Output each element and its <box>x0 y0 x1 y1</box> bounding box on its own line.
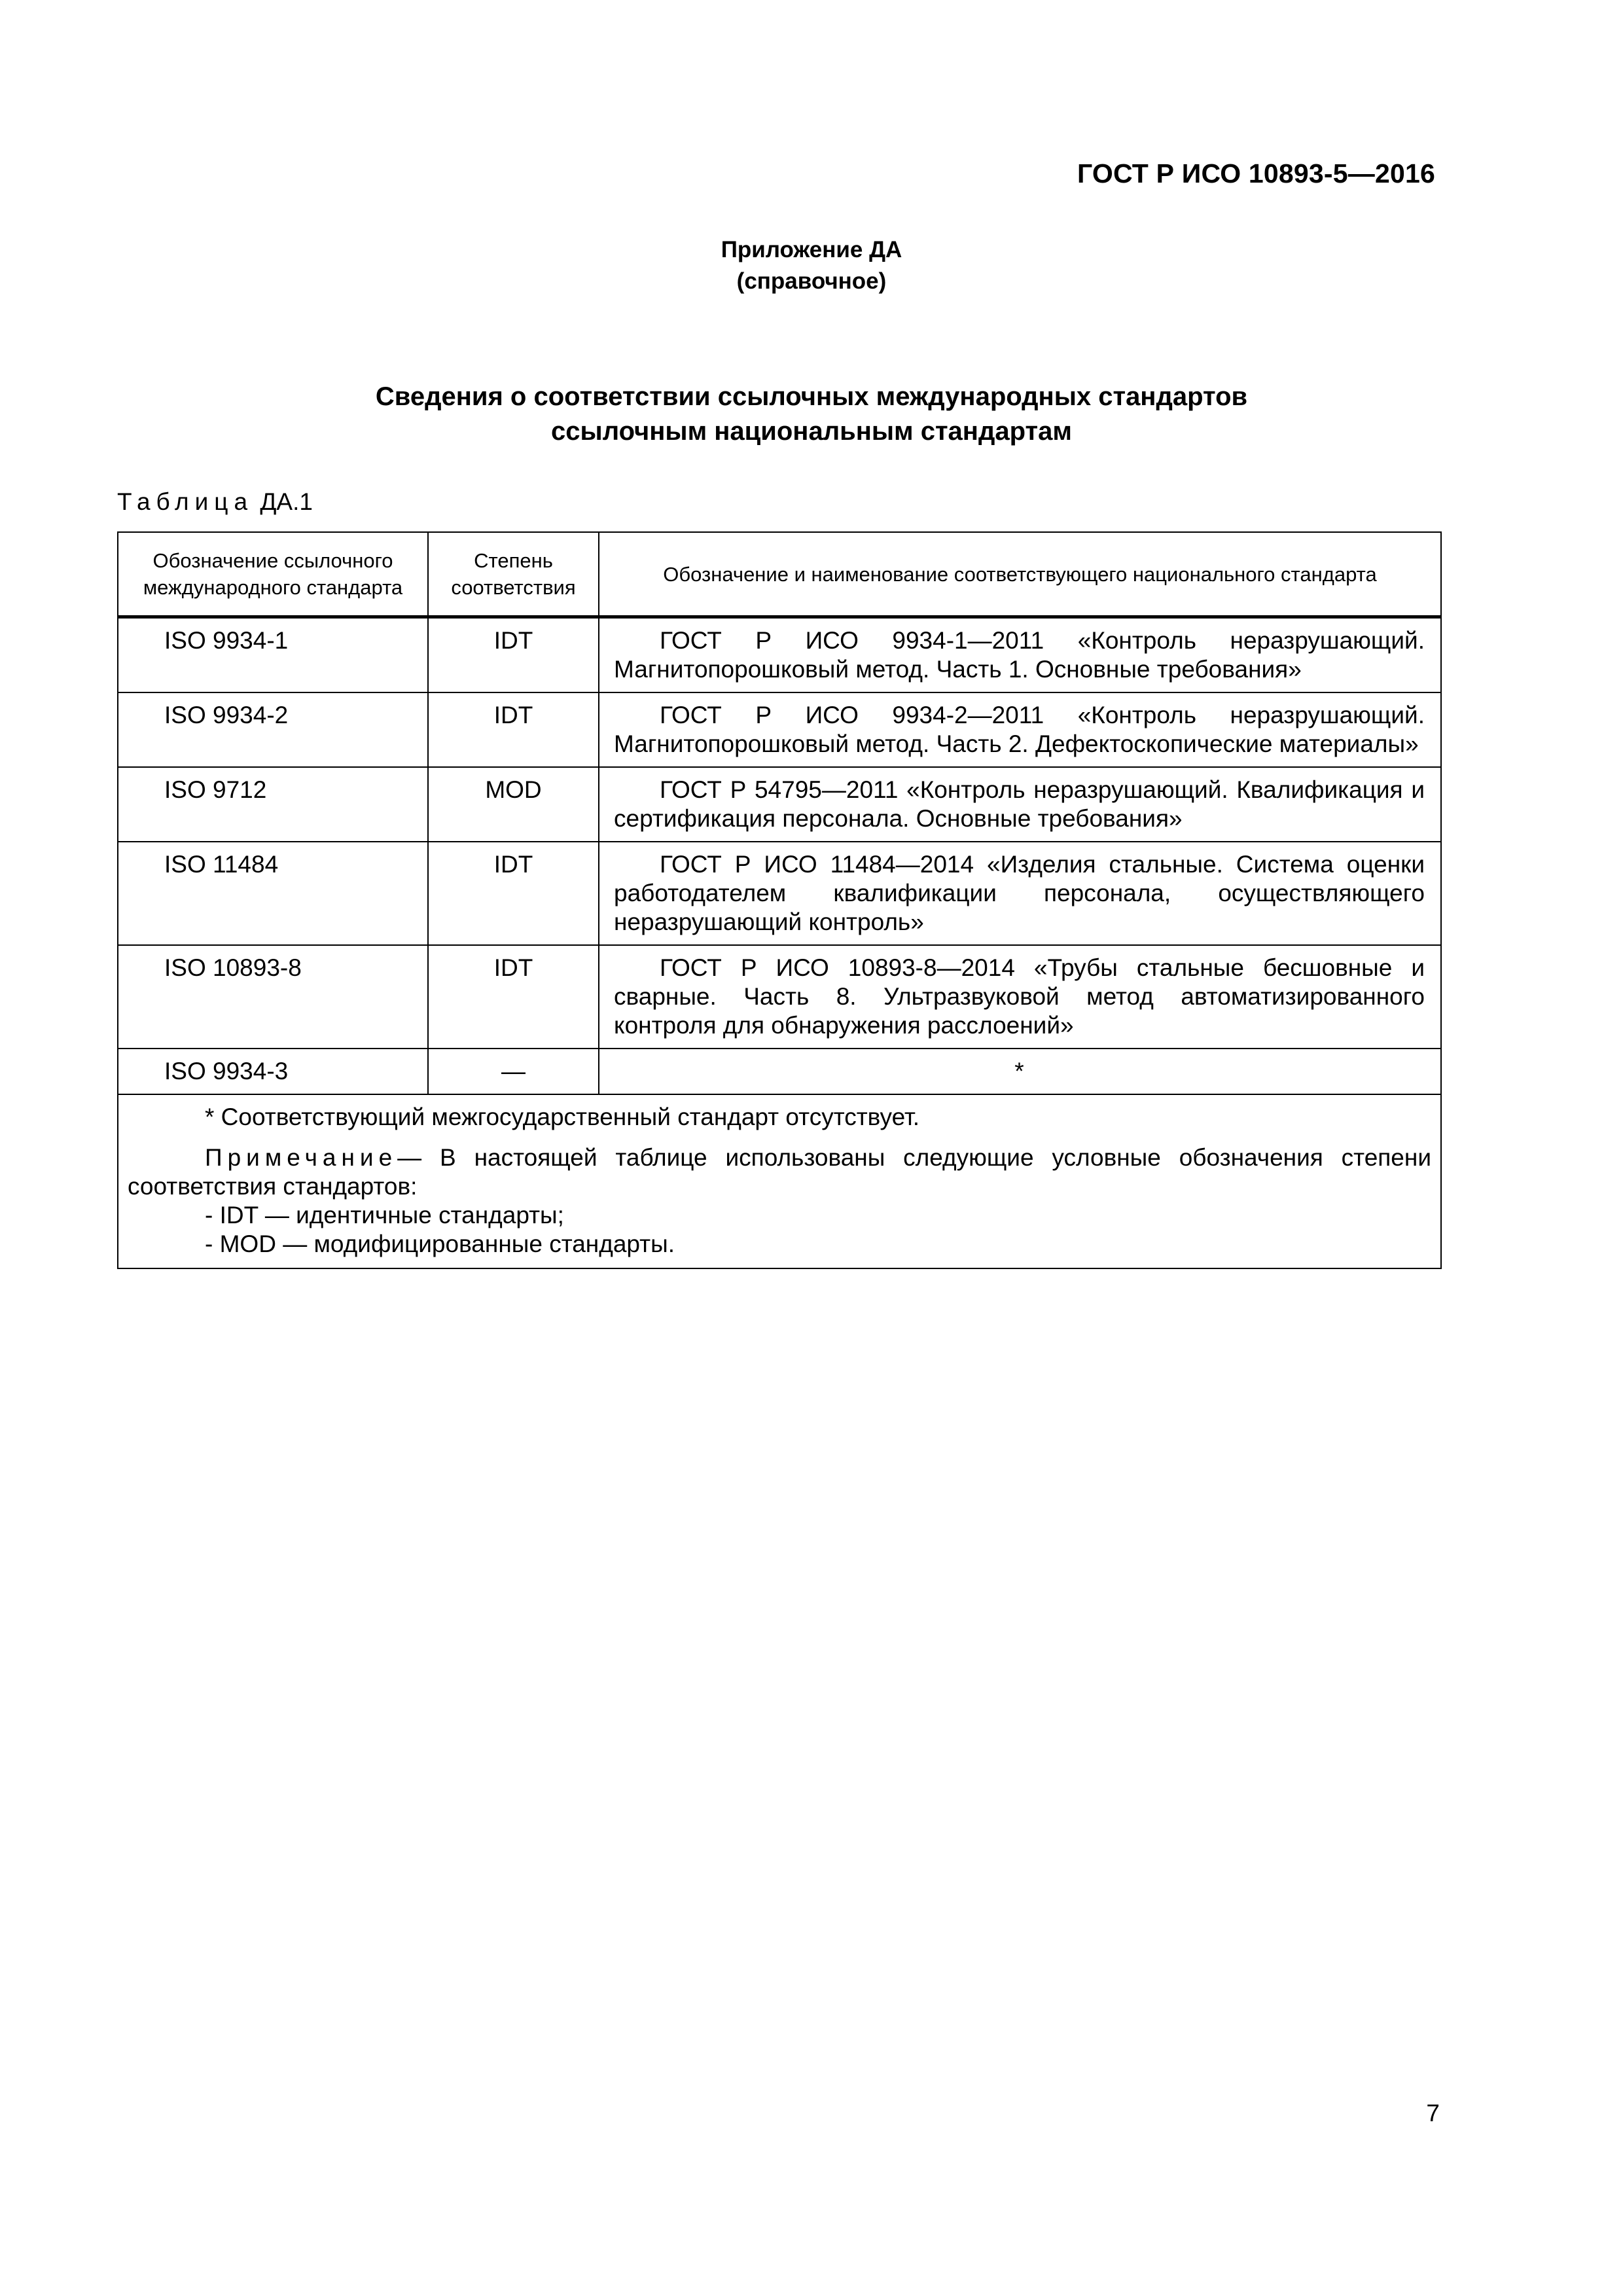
table-caption-number: ДА.1 <box>260 488 313 515</box>
table-footer-row <box>118 1094 1441 1268</box>
row-degree: MOD <box>428 767 599 842</box>
page-number: 7 <box>1426 2100 1440 2126</box>
table-caption-label: Таблица <box>117 488 254 515</box>
table-header-row <box>118 532 1441 617</box>
row-national: ГОСТ Р ИСО 11484—2014 «Изделия стальные. Система оценки работодателем квалификации персонала, осуществляющего неразрушающий контроль» <box>599 842 1441 945</box>
row-degree: IDT <box>428 617 599 693</box>
note-item-mod: - MOD — модифицированные стандарты. <box>205 1230 675 1257</box>
table-row <box>118 617 1441 693</box>
annex-kind: (справочное) <box>736 268 887 294</box>
row-ref: ISO 9712 <box>118 767 428 842</box>
row-ref: ISO 10893-8 <box>118 945 428 1049</box>
correspondence-table <box>117 531 1442 1269</box>
note-text: — В настоящей таблице использованы следующие условные обозначения степени соответствия стандартов: <box>128 1144 1431 1200</box>
table-row <box>118 945 1441 1049</box>
row-degree: IDT <box>428 945 599 1049</box>
table-row <box>118 767 1441 842</box>
note-label: Примечание <box>205 1144 398 1171</box>
row-degree: — <box>428 1049 599 1094</box>
row-degree: IDT <box>428 692 599 767</box>
document-code: ГОСТ Р ИСО 10893-5—2016 <box>1077 158 1435 188</box>
header-degree: Степень соответствия <box>428 532 599 617</box>
section-heading <box>0 380 1623 449</box>
table-footnote: * Соответствующий межгосударственный стандарт отсутствует. <box>205 1103 920 1130</box>
table-row <box>118 842 1441 945</box>
header-ref-standard: Обозначение ссылочного международного стандарта <box>118 532 428 617</box>
row-national: * <box>599 1049 1441 1094</box>
heading-line-1: Сведения о соответствии ссылочных международных стандартов <box>375 382 1248 411</box>
table-row <box>118 692 1441 767</box>
row-national: ГОСТ Р 54795—2011 «Контроль неразрушающий. Квалификация и сертификация персонала. Основные требования» <box>599 767 1441 842</box>
row-ref: ISO 11484 <box>118 842 428 945</box>
row-ref: ISO 9934-3 <box>118 1049 428 1094</box>
row-national: ГОСТ Р ИСО 9934-1—2011 «Контроль неразрушающий. Магнитопорошковый метод. Часть 1. Основные требования» <box>599 617 1441 693</box>
table-footer <box>118 1094 1441 1268</box>
row-national: ГОСТ Р ИСО 9934-2—2011 «Контроль неразрушающий. Магнитопорошковый метод. Часть 2. Дефектоскопические материалы» <box>599 692 1441 767</box>
annex-title: Приложение ДА <box>721 237 902 262</box>
table-row <box>118 1049 1441 1094</box>
row-ref: ISO 9934-2 <box>118 692 428 767</box>
header-national-standard: Обозначение и наименование соответствующего национального стандарта <box>599 532 1441 617</box>
note-item-idt: - IDT — идентичные стандарты; <box>205 1202 564 1229</box>
row-ref: ISO 9934-1 <box>118 617 428 693</box>
table-note <box>128 1143 1431 1201</box>
row-national: ГОСТ Р ИСО 10893-8—2014 «Трубы стальные бесшовные и сварные. Часть 8. Ультразвуковой метод автоматизированного контроля для обнаружения расслоений» <box>599 945 1441 1049</box>
row-degree: IDT <box>428 842 599 945</box>
annex-heading <box>0 234 1623 297</box>
heading-line-2: ссылочным национальным стандартам <box>551 417 1072 446</box>
table-caption <box>117 488 313 516</box>
